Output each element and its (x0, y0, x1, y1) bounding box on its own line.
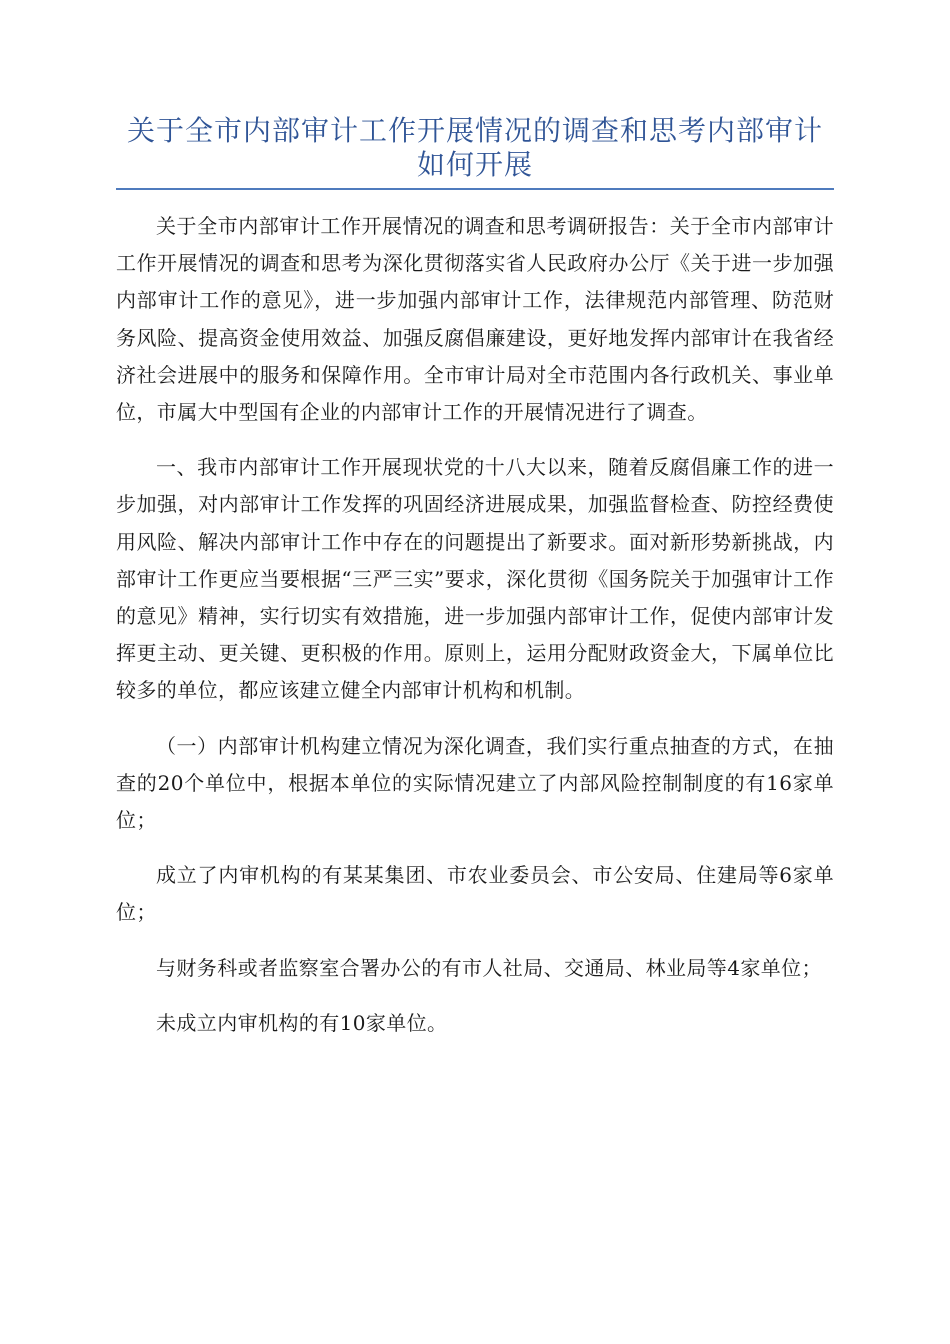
document-title: 关于全市内部审计工作开展情况的调查和思考内部审计如何开展 (126, 114, 823, 181)
paragraph-audit-bodies: 成立了内审机构的有某某集团、市农业委员会、市公安局、住建局等6家单位； (116, 863, 834, 925)
paragraph-intro: 关于全市内部审计工作开展情况的调查和思考调研报告：关于全市内部审计工作开展情况的调查和思考为深化贯彻落实省人民政府办公厅《关于进一步加强内部审计工作的意见》，进一步加强内部审计工作，法律规范内部管理、防范财务风险、提高资金使用效益、加强反腐倡廉建设，更好地发挥内部审计在我省经济社会进展中的服务和保障作用。全市审计局对全市范围内各行政机关、事业单位，市属大中型国有企业的内部审计工作的开展情况进行了调查。 (116, 214, 834, 425)
paragraph-subsection-1: （一）内部审计机构建立情况为深化调查，我们实行重点抽查的方式，在抽查的20个单位中，根据本单位的实际情况建立了内部风险控制制度的有16家单位； (116, 733, 834, 833)
document-page (116, 114, 834, 1060)
paragraph-joint-offices: 与财务科或者监察室合署办公的有市人社局、交通局、林业局等4家单位； (156, 955, 822, 980)
title-underline (116, 188, 834, 190)
paragraph-no-audit-bodies: 未成立内审机构的有10家单位。 (156, 1010, 448, 1035)
paragraph-section-1: 一、我市内部审计工作开展现状党的十八大以来，随着反腐倡廉工作的进一步加强，对内部审计工作发挥的巩固经济进展成果，加强监督检查、防控经费使用风险、解决内部审计工作中存在的问题提出了新要求。面对新形势新挑战，内部审计工作更应当要根据“三严三实”要求，深化贯彻《国务院关于加强审计工作的意见》精神，实行切实有效措施，进一步加强内部审计工作，促使内部审计发挥更主动、更关键、更积极的作用。原则上，运用分配财政资金大，下属单位比较多的单位，都应该建立健全内部审计机构和机制。 (116, 455, 834, 703)
